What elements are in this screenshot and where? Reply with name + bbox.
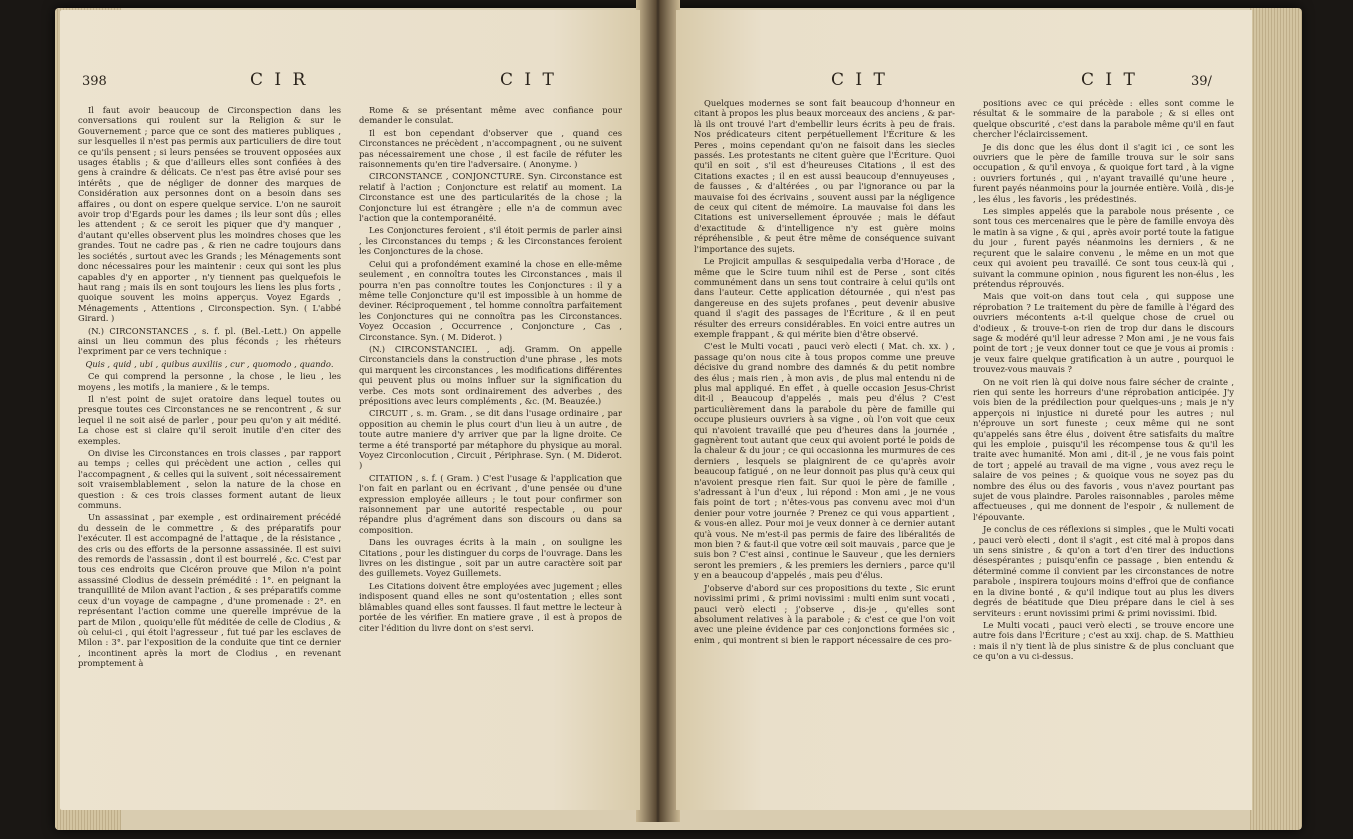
paragraph: Quis , quid , ubi , quibus auxiliis , cur , quomodo , quando. xyxy=(85,358,334,369)
left-header-left: C I R xyxy=(250,70,309,90)
paragraph: Le Projicit ampullas & sesquipedalia verba d'Horace , de même que le Scire tuum nihil est de Perse , sont cités communément dans un sens tout contraire à celui qu'ils ont dans l'auteur. Cette application détournée , qui n'est pas dangereuse en des sujets profanes , peut devenir abusive quand il s'agit des passages de l'Écriture , & il en peut résulter des erreurs considérables. En voici entre autres un exemple frappant , & qui mérite bien d'être observé. xyxy=(694,256,955,339)
paragraph: Les simples appelés que la parabole nous présente , ce sont tous ces mercenaires que le père de famille envoya dès le matin à sa vigne , & qui , après avoir porté toute la fatigue du jour , furent payés néanmoins les derniers , & ne reçurent que le salaire convenu , le même en un mot que ceux qui avoient peu travaillé. Ce sont tous ceux-là qui , suivant la commune opinion , nous figurent les non-élus , les prétendus réprouvés. xyxy=(973,206,1234,289)
paragraph: Mais que voit-on dans tout cela , qui suppose une réprobation ? Le traitement du père de famille à l'égard des ouvriers mécontents a-t-il quelque chose de cruel ou d'odieux , & trouve-t-on rien de trop dur dans le discours sage & modéré qu'il leur adresse ? Mon ami , je ne vous fais point de tort ; je veux donner tout ce que je vous ai promis : je veux faire quelque gratification à un autre , pourquoi le trouvez-vous mauvais ? xyxy=(973,291,1234,375)
right-page-columns xyxy=(694,98,1234,804)
paragraph: Il faut avoir beaucoup de Circonspection dans les conversations qui roulent sur la Religion & sur le Gouvernement ; parce que ce sont des matieres publiques , sur lesquelles il n'est pas permis aux particuliers de dire tout ce qu'ils pensent ; si leurs pensées se trouvent opposées aux usages établis ; & que d'ailleurs elles sont confiées à des gens à craindre & délicats. Ce n'est pas être avisé pour ses intérêts , que de négliger de donner des marques de Considération aux personnes dont on a besoin dans ses affaires , ou dont on espere quelque service. L'on ne sauroit avoir trop d'Egards pour les dames ; ils leur sont dûs ; elles les attendent ; & ce seroit les piquer que d'y manquer , d'autant qu'elles observent plus les moindres choses que les grandes. Tout ne cadre pas , & rien ne cadre toujours dans les sociétés , surtout avec les Grands ; les Ménagements sont donc nécessaires pour les maintenir : ceux qui sont les plus capables d'y en apporter , n'y tiennent pas quelquefois le haut rang ; mais ils en sont toujours les liens les plus forts , quoique souvent les moins apperçus. Voyez Egards , Ménagements , Attentions , Circonspection. Syn. ( L'abbé Girard. ) xyxy=(78,105,341,324)
paragraph: Le Multi vocati , pauci verò electi , se trouve encore une autre fois dans l'Écriture ; c'est au xxij. chap. de S. Matthieu : mais il n'y tient là de plus sinistre & de plus concluant que ce qu'on a vu ci-dessus. xyxy=(973,619,1234,662)
left-page-number: 398 xyxy=(82,74,107,89)
paragraph: Quelques modernes se sont fait beaucoup d'honneur en citant à propos les plus beaux morceaux des anciens , & par-là ils ont trouvé l'art d'embellir leurs écrits à peu de frais. Nos prédicateurs citent perpétuellement l'Écriture & les Peres , moins cependant qu'on ne faisoit dans les siecles passés. Les protestants ne citent guère que l'Écriture. Quoi qu'il en soit , s'il est d'heureuses Citations , il est des Citations exactes ; il en est aussi beaucoup d'ennuyeuses , de fausses , & d'altérées , ou par l'ignorance ou par la mauvaise foi des écrivains , souvent aussi par la négligence de ceux qui citent de mémoire. La mauvaise foi dans les Citations est universellement éprouvée ; mais le défaut d'exactitude & d'intelligence n'y est guère moins répréhensible , & peut être même de conséquence suivant l'importance des sujets. xyxy=(694,98,955,254)
paragraph: Je conclus de ces réflexions si simples , que le Multi vocati , pauci verò electi , dont il s'agit , est cité mal à propos dans un sens sinistre , & qu'on a tort d'en tirer des inductions désespérantes ; puisqu'enfin ce passage , bien entendu & déterminé comme il convient par les circonstances de notre parabole , inspirera toujours moins d'effroi que de confiance en la divine bonté , & qu'il indique tout au plus les divers degrés de béatitude que Dieu prépare dans le ciel à ses serviteurs : erunt novissimi primi & primi novissimi. Ibid. xyxy=(973,524,1234,618)
paragraph: Un assassinat , par exemple , est ordinairement précédé du dessein de le commettre , & des préparatifs pour l'exécuter. Il est accompagné de l'attaque , de la résistance , des cris ou des efforts de la personne assassinée. Il est suivi des remords de l'assassin , dont il est bourrelé , &c. C'est par tous ces endroits que Cicéron prouve que Milon n'a point assassiné Clodius de dessein prémédité : 1°. en peignant la tranquillité de Milon avant l'action , & ses préparatifs comme ceux d'un voyage de campagne , d'une promenade : 2°. en représentant l'action comme une querelle imprévue de la part de Milon , quoiqu'elle fût méditée de celle de Clodius , & où celui-ci , qui étoit l'agresseur , fut tué par les esclaves de Milon : 3°. par l'exposition de la conduite que tint ce dernier , incontinent après la mort de Clodius , en revenant promptement à xyxy=(78,512,341,669)
right-page-number: 39/ xyxy=(1191,74,1212,89)
book-gutter xyxy=(636,0,680,822)
right-page-column-1 xyxy=(694,98,955,804)
right-page-header xyxy=(676,70,1252,100)
paragraph: On divise les Circonstances en trois classes , par rapport au temps ; celles qui précèdent une action , celles qui l'accompagnent , & celles qui la suivent , soit nécessairement soit vraisemblablement , selon la nature de la chose en question : & ces trois classes forment autant de lieux communs. xyxy=(78,448,341,511)
paragraph: Il n'est point de sujet oratoire dans lequel toutes ou presque toutes ces Circonstances ne se rencontrent , & sur lequel il ne soit aisé de parler , pour peu qu'on y ait médité. La chose est si claire qu'il seroit inutile d'en citer des exemples. xyxy=(78,393,341,446)
paragraph: Ce qui comprend la personne , la chose , le lieu , les moyens , les motifs , la maniere , & le temps. xyxy=(78,371,341,392)
paragraph: CITATION , s. f. ( Gram. ) C'est l'usage & l'application que l'on fait en parlant ou en écrivant , d'une pensée ou d'une expression employée ailleurs ; le tout pour confirmer son raisonnement par une autorité respectable , ou pour répandre plus d'agrément dans son discours ou dans sa composition. xyxy=(359,472,622,535)
paragraph: Dans les ouvrages écrits à la main , on souligne les Citations , pour les distinguer du corps de l'ouvrage. Dans les livres on les distingue , soit par un autre caractère soit par des guillemets. Voyez Guillemets. xyxy=(359,537,622,579)
left-header-right: C I T xyxy=(500,70,557,90)
right-page-column-2 xyxy=(973,98,1234,804)
paragraph: C'est le Multi vocati , pauci verò electi ( Mat. ch. xx. ) , passage qu'on nous cite à tous propos comme une preuve décisive du grand nombre des damnés & du petit nombre des élus ; mais rien , à mon avis , de plus mal entendu ni de plus mal appliqué. En effet , à quelle occasion Jesus-Christ dit-il , Beaucoup d'appelés , mais peu d'élus ? C'est particulièrement dans la parabole du père de famille qui occupe plusieurs ouvriers à sa vigne , où l'on voit que ceux qui n'avoient travaillé que peu d'heures dans la journée , gagnèrent tout autant que ceux qui avoient porté le poids de la chaleur & du jour ; ce qui occasionna les murmures de ces derniers , lesquels se plaignirent de ce qu'après avoir beaucoup fatigué , on ne leur donnoit pas plus qu'à ceux qui n'avoient presque rien fait. Sur quoi le père de famille , s'adressant à l'un d'eux , lui répond : Mon ami , je ne vous fais point de tort ; n'êtes-vous pas convenu avec moi d'un denier pour votre journée ? Prenez ce qui vous appartient , & vous-en allez. Pour moi je veux donner à ce dernier autant qu'à vous. Ne m'est-il pas permis de faire des libéralités de mon bien ? & faut-il que votre œil soit mauvais , parce que je suis bon ? C'est ainsi , continue le Sauveur , que les derniers seront les premiers , & les premiers les derniers , parce qu'il y en a beaucoup d'appelés , mais peu d'élus. xyxy=(694,341,955,581)
right-page xyxy=(676,10,1252,810)
left-page xyxy=(60,10,640,810)
paragraph: Il est bon cependant d'observer que , quand ces Circonstances ne précèdent , n'accompagnent , ou ne suivent pas nécessairement une chose , il est facile de réfuter les raisonnements qu'en tire l'adversaire. ( Anonyme. ) xyxy=(359,127,622,170)
paragraph: CIRCONSTANCE , CONJONCTURE. Syn. Circonstance est relatif à l'action ; Conjoncture est relatif au moment. La Circonstance est une des particularités de la chose ; la Conjoncture lui est étrangère ; elle n'a de commun avec l'action que la contemporanéité. xyxy=(359,171,622,224)
paragraph: CIRCUIT , s. m. Gram. , se dit dans l'usage ordinaire , par opposition au chemin le plus court d'un lieu à un autre , de toute autre maniere d'y arriver que par la ligne droite. Ce terme a été transporté par métaphore du physique au moral. Voyez Circonlocution , Circuit , Périphrase. Syn. ( M. Diderot. ) xyxy=(359,408,622,471)
right-header-right: C I T xyxy=(1081,70,1138,90)
paragraph: On ne voit rien là qui doive nous faire sécher de crainte , rien qui sente les horreurs d'une réprobation anticipée. J'y vois bien de la prédilection pour quelques-uns ; mais je n'y apperçois ni injustice ni dureté pour les autres ; nul n'éprouve un sort funeste ; ceux même qui ne sont qu'appelés sans être élus , doivent être satisfaits du maître qui les emploie , puisqu'il les récompense tous & qu'il les traite avec humanité. Mon ami , dit-il , je ne vous fais point de tort ; appelé au travail de ma vigne , vous avez reçu le salaire de vos peines ; & quoique vous ne soyez pas du nombre des élus ou des favoris , vous n'avez pourtant pas sujet de vous plaindre. Paroles raisonnables , paroles même affectueuses , qui me donnent de l'espoir , & nullement de l'épouvante. xyxy=(973,376,1234,522)
paragraph: Je dis donc que les élus dont il s'agit ici , ce sont les ouvriers que le père de famille trouva sur le soir sans occupation , & qu'il envoya , & quoique fort tard , à la vigne : ouvriers fortunés , qui , n'ayant travaillé qu'une heure , furent payés néanmoins pour la journée entière. Voilà , dis-je , les élus , les favoris , les prédestinés. xyxy=(973,141,1234,204)
paragraph: positions avec ce qui précède : elles sont comme le résultat & le sommaire de la parabole ; & si elles ont quelque obscurité , c'est dans la parabole même qu'il en faut chercher l'éclaircissement. xyxy=(973,98,1234,140)
left-page-header xyxy=(60,70,640,100)
paragraph: Les Conjonctures feroient , s'il étoit permis de parler ainsi , les Circonstances du temps ; & les Circonstances feroient les Conjonctures de la chose. xyxy=(359,225,622,257)
paragraph: Les Citations doivent être employées avec jugement ; elles indisposent quand elles ne sont qu'ostentation ; elles sont blâmables quand elles sont fausses. Il faut mettre le lecteur à portée de les vérifier. En matiere grave , il est à propos de citer l'édition du livre dont on s'est servi. xyxy=(359,580,622,633)
paragraph: (N.) CIRCONSTANCES , s. f. pl. (Bel.-Lett.) On appelle ainsi un lieu commun des plus féconds ; les rhéteurs l'expriment par ce vers technique : xyxy=(78,325,341,357)
paragraph: (N.) CIRCONSTANCIEL , adj. Gramm. On appelle Circonstanciels dans la construction d'une phrase , les mots qui marquent les circonstances , les modifications différentes qui peuvent plus ou moins influer sur la signification du verbe. Ces mots sont ordinairement des adverbes , des prépositions avec leurs compléments , &c. (M. Beauzée.) xyxy=(359,343,622,406)
left-page-column-1 xyxy=(78,105,341,804)
paragraph: J'observe d'abord sur ces propositions du texte , Sic erunt novissimi primi , & primi novissimi : multi enim sunt vocati , pauci verò electi ; j'observe , dis-je , qu'elles sont absolument relatives à la parabole ; & c'est ce que l'on voit avec une pleine évidence par ces conjonctions formées sic , enim , qui montrent si bien le rapport nécessaire de ces pro- xyxy=(694,582,955,645)
right-page-edges xyxy=(1250,8,1302,830)
paragraph: Celui qui a profondément examiné la chose en elle-même seulement , en connoîtra toutes les Circonstances , mais il pourra n'en pas connoître toutes les Conjonctures : il y a même telle Conjoncture qu'il est impossible à un homme de deviner. Réciproquement , tel homme connoîtra parfaitement les Conjonctures qui ne connoîtra pas les Circonstances. Voyez Occasion , Occurrence , Conjoncture , Cas , Circonstance. Syn. ( M. Diderot. ) xyxy=(359,258,622,342)
left-page-columns xyxy=(78,105,622,804)
right-header-left: C I T xyxy=(831,70,888,90)
paragraph: Rome & se présentant même avec confiance pour demander le consulat. xyxy=(359,105,622,126)
left-page-column-2 xyxy=(359,105,622,804)
